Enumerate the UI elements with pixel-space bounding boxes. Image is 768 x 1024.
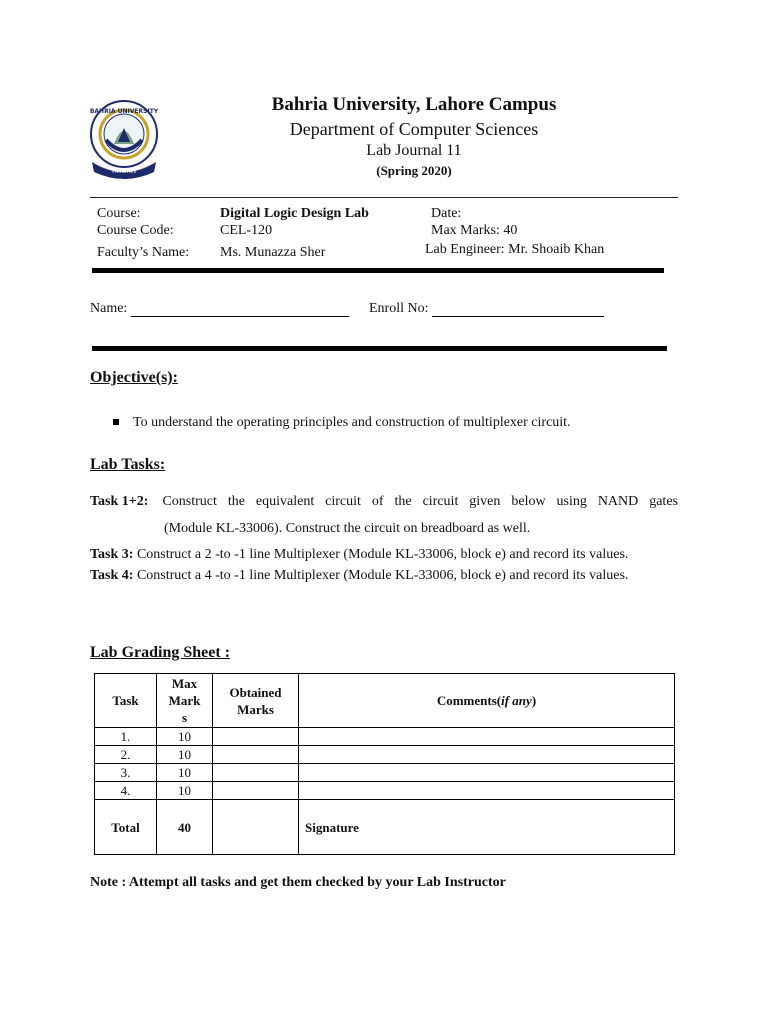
comments-text: Comments( — [436, 693, 502, 708]
row-task: 4. — [95, 782, 157, 800]
row-task: 1. — [95, 728, 157, 746]
course-code-value: CEL-120 — [220, 223, 273, 238]
col-header-max — [157, 674, 213, 728]
row-max: 10 — [157, 764, 213, 782]
grading-title: Lab Grading Sheet : — [90, 644, 231, 661]
task-1-2-line-2: (Module KL-33006). Construct the circuit on breadboard as well. — [164, 521, 531, 536]
row-obtained[interactable] — [213, 746, 299, 764]
name-blank[interactable] — [131, 302, 349, 317]
course-label: Course: — [97, 206, 141, 221]
row-comments[interactable] — [299, 782, 675, 800]
name-row — [90, 301, 349, 317]
bullet-icon — [113, 419, 119, 425]
row-task: 2. — [95, 746, 157, 764]
row-max: 10 — [157, 746, 213, 764]
enroll-blank[interactable] — [432, 302, 604, 317]
info-divider — [92, 268, 664, 273]
signature-cell[interactable]: Signature — [299, 800, 675, 855]
grading-table — [94, 673, 675, 855]
enroll-row — [369, 301, 604, 317]
total-value: 40 — [157, 800, 213, 855]
enroll-label: Enroll No: — [369, 301, 429, 316]
max-line-1: Max — [171, 676, 198, 691]
comments-end: ) — [531, 693, 537, 708]
table-row — [95, 746, 675, 764]
objective-item — [113, 415, 571, 431]
objective-text: To understand the operating principles and construction of multiplexer circuit. — [133, 415, 571, 430]
col-header-comments — [299, 674, 675, 728]
lab-engineer: Lab Engineer: Mr. Shoaib Khan — [425, 242, 605, 257]
task-3-text: Construct a 2 -to -1 line Multiplexer (Module KL-33006, block e) and record its values. — [136, 547, 629, 562]
row-comments[interactable] — [299, 764, 675, 782]
table-row — [95, 764, 675, 782]
table-row — [95, 782, 675, 800]
obtained-line-2: Marks — [237, 701, 274, 717]
row-max: 10 — [157, 728, 213, 746]
total-obtained[interactable] — [213, 800, 299, 855]
term-label: (Spring 2020) — [376, 163, 452, 178]
university-title: Bahria University, Lahore Campus — [271, 94, 557, 115]
department-title: Department of Computer Sciences — [289, 119, 539, 139]
task-4-text: Construct a 4 -to -1 line Multiplexer (Module KL-33006, block e) and record its values. — [136, 568, 629, 583]
col-header-task: Task — [95, 674, 157, 728]
logo-bottom-text: PAKISTAN — [112, 169, 136, 175]
course-code-label: Course Code: — [97, 223, 174, 238]
faculty-label: Faculty’s Name: — [97, 245, 190, 260]
journal-title: Lab Journal 11 — [366, 142, 462, 159]
total-row — [95, 800, 675, 855]
task-1-2-text: Construct the equivalent circuit of the circuit given below using NAND gates — [162, 494, 678, 509]
header-divider — [90, 197, 678, 198]
task-3-label: Task 3: — [90, 547, 134, 562]
task-1-2-label: Task 1+2: — [90, 494, 149, 509]
row-task: 3. — [95, 764, 157, 782]
row-obtained[interactable] — [213, 764, 299, 782]
row-comments[interactable] — [299, 746, 675, 764]
comments-em: if any — [501, 693, 532, 708]
max-marks: Max Marks: 40 — [431, 223, 518, 238]
row-obtained[interactable] — [213, 728, 299, 746]
row-obtained[interactable] — [213, 782, 299, 800]
max-line-3: s — [181, 710, 188, 725]
name-label: Name: — [90, 301, 128, 316]
task-1-2-line-1 — [90, 494, 678, 510]
objectives-title: Objective(s): — [90, 369, 178, 386]
faculty-value: Ms. Munazza Sher — [220, 245, 326, 260]
date-label: Date: — [431, 206, 462, 221]
task-4 — [90, 568, 628, 584]
col-header-obtained — [213, 674, 299, 728]
max-line-2: Mark — [168, 693, 201, 708]
task-3 — [90, 547, 628, 563]
obtained-line-1: Obtained — [229, 684, 282, 700]
task-4-label: Task 4: — [90, 568, 134, 583]
logo-ring-text: BAHRIA UNIVERSITY — [89, 108, 159, 115]
total-label: Total — [95, 800, 157, 855]
row-comments[interactable] — [299, 728, 675, 746]
note-text: Note : Attempt all tasks and get them checked by your Lab Instructor — [90, 875, 506, 890]
student-divider — [92, 346, 667, 351]
course-value: Digital Logic Design Lab — [220, 206, 369, 221]
row-max: 10 — [157, 782, 213, 800]
lab-tasks-title: Lab Tasks: — [90, 456, 166, 473]
table-row — [95, 728, 675, 746]
